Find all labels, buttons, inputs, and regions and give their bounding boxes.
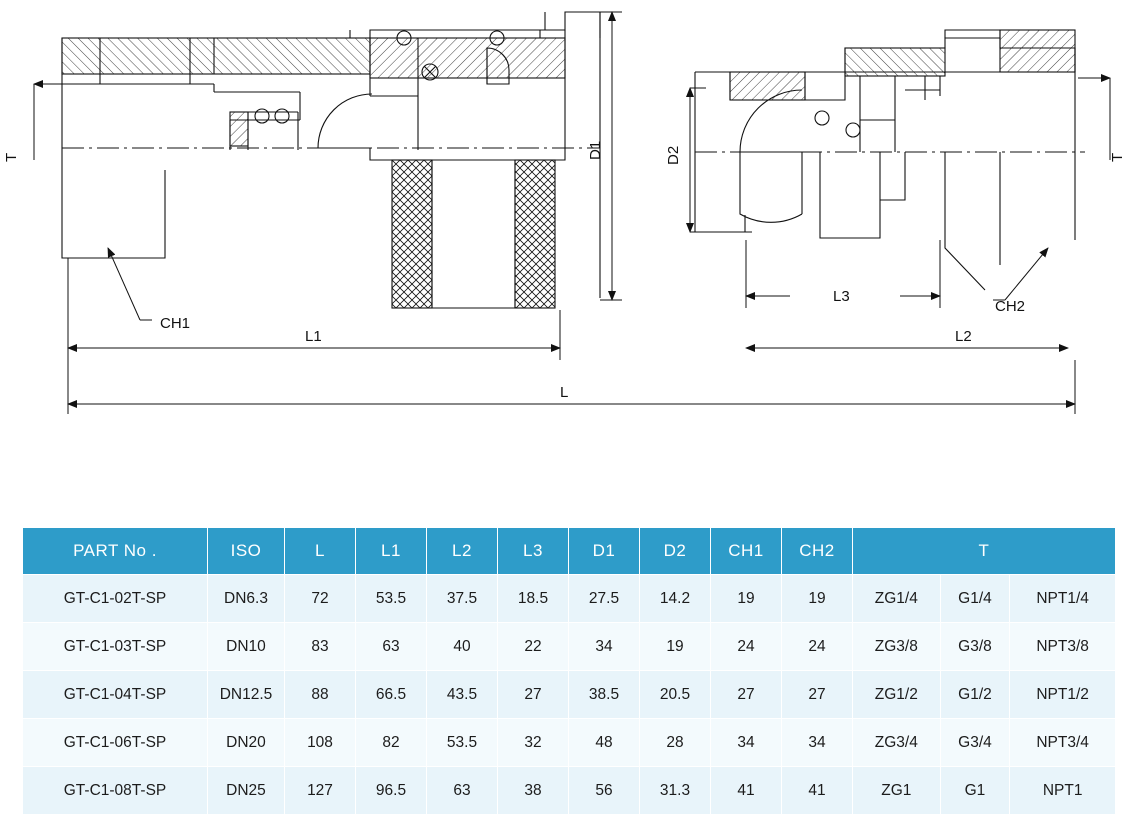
- cell-t-g: G1/2: [940, 671, 1010, 719]
- cell-l1: 96.5: [356, 767, 427, 815]
- cell-d1: 56: [569, 767, 640, 815]
- header-t: T: [853, 528, 1116, 575]
- header-ch1: CH1: [711, 528, 782, 575]
- cell-t-g: G1/4: [940, 575, 1010, 623]
- cell-l3: 38: [498, 767, 569, 815]
- cell-l3: 27: [498, 671, 569, 719]
- dim-label-t-left: T: [3, 152, 20, 162]
- header-ch2: CH2: [782, 528, 853, 575]
- cell-t-npt: NPT3/4: [1010, 719, 1116, 767]
- cell-t-g: G3/8: [940, 623, 1010, 671]
- cell-t-g: G3/4: [940, 719, 1010, 767]
- cell-l3: 22: [498, 623, 569, 671]
- cell-ch2: 19: [782, 575, 853, 623]
- cell-t-npt: NPT1: [1010, 767, 1116, 815]
- cell-l: 108: [285, 719, 356, 767]
- table-row: [23, 767, 1116, 815]
- cell-l2: 37.5: [427, 575, 498, 623]
- header-l1: L1: [356, 528, 427, 575]
- cell-l3: 32: [498, 719, 569, 767]
- specification-table: [22, 527, 1116, 815]
- cell-d2: 14.2: [640, 575, 711, 623]
- cell-l1: 66.5: [356, 671, 427, 719]
- cell-l1: 53.5: [356, 575, 427, 623]
- cell-ch1: 41: [711, 767, 782, 815]
- cell-t-zg: ZG3/8: [853, 623, 941, 671]
- cell-t-npt: NPT3/8: [1010, 623, 1116, 671]
- cell-t-zg: ZG1/2: [853, 671, 941, 719]
- cell-iso: DN20: [208, 719, 285, 767]
- dim-label-ch2: CH2: [995, 298, 1026, 315]
- cell-l: 72: [285, 575, 356, 623]
- header-iso: ISO: [208, 528, 285, 575]
- cell-t-npt: NPT1/4: [1010, 575, 1116, 623]
- header-d1: D1: [569, 528, 640, 575]
- cell-d1: 34: [569, 623, 640, 671]
- cell-l3: 18.5: [498, 575, 569, 623]
- cell-d1: 27.5: [569, 575, 640, 623]
- cell-l: 83: [285, 623, 356, 671]
- cell-ch1: 27: [711, 671, 782, 719]
- cell-iso: DN6.3: [208, 575, 285, 623]
- cell-l2: 53.5: [427, 719, 498, 767]
- dim-label-l1: L1: [305, 328, 322, 345]
- table-row: [23, 575, 1116, 623]
- cell-l: 88: [285, 671, 356, 719]
- header-l3: L3: [498, 528, 569, 575]
- cell-d1: 48: [569, 719, 640, 767]
- cell-part-no: GT-C1-04T-SP: [23, 671, 208, 719]
- header-part-no: PART No .: [23, 528, 208, 575]
- cell-part-no: GT-C1-08T-SP: [23, 767, 208, 815]
- dim-label-l2: L2: [955, 328, 972, 345]
- cell-t-zg: ZG1: [853, 767, 941, 815]
- cell-l2: 63: [427, 767, 498, 815]
- header-l: L: [285, 528, 356, 575]
- cell-ch1: 34: [711, 719, 782, 767]
- cell-t-npt: NPT1/2: [1010, 671, 1116, 719]
- cell-t-zg: ZG1/4: [853, 575, 941, 623]
- cell-ch1: 24: [711, 623, 782, 671]
- cell-l1: 63: [356, 623, 427, 671]
- dim-label-l: L: [560, 384, 569, 401]
- table-row: [23, 719, 1116, 767]
- cell-d2: 28: [640, 719, 711, 767]
- cell-l2: 40: [427, 623, 498, 671]
- table-row: [23, 671, 1116, 719]
- dim-label-d1: D1: [587, 140, 604, 160]
- dim-label-l3: L3: [833, 288, 850, 305]
- cell-l1: 82: [356, 719, 427, 767]
- cell-t-zg: ZG3/4: [853, 719, 941, 767]
- cell-ch2: 34: [782, 719, 853, 767]
- cell-l: 127: [285, 767, 356, 815]
- cell-d2: 19: [640, 623, 711, 671]
- cell-part-no: GT-C1-02T-SP: [23, 575, 208, 623]
- cell-ch2: 27: [782, 671, 853, 719]
- cell-ch1: 19: [711, 575, 782, 623]
- cell-part-no: GT-C1-03T-SP: [23, 623, 208, 671]
- cell-d2: 31.3: [640, 767, 711, 815]
- cell-iso: DN10: [208, 623, 285, 671]
- dim-label-t-right: T: [1109, 152, 1126, 162]
- cell-l2: 43.5: [427, 671, 498, 719]
- header-d2: D2: [640, 528, 711, 575]
- header-l2: L2: [427, 528, 498, 575]
- cell-ch2: 41: [782, 767, 853, 815]
- table-header-row: [23, 528, 1116, 575]
- table-row: [23, 623, 1116, 671]
- cell-d1: 38.5: [569, 671, 640, 719]
- cell-iso: DN25: [208, 767, 285, 815]
- cell-d2: 20.5: [640, 671, 711, 719]
- dim-label-d2: D2: [665, 145, 682, 165]
- cell-iso: DN12.5: [208, 671, 285, 719]
- cell-part-no: GT-C1-06T-SP: [23, 719, 208, 767]
- cell-t-g: G1: [940, 767, 1010, 815]
- cell-ch2: 24: [782, 623, 853, 671]
- table-body: [23, 575, 1116, 815]
- dim-label-ch1: CH1: [160, 315, 191, 332]
